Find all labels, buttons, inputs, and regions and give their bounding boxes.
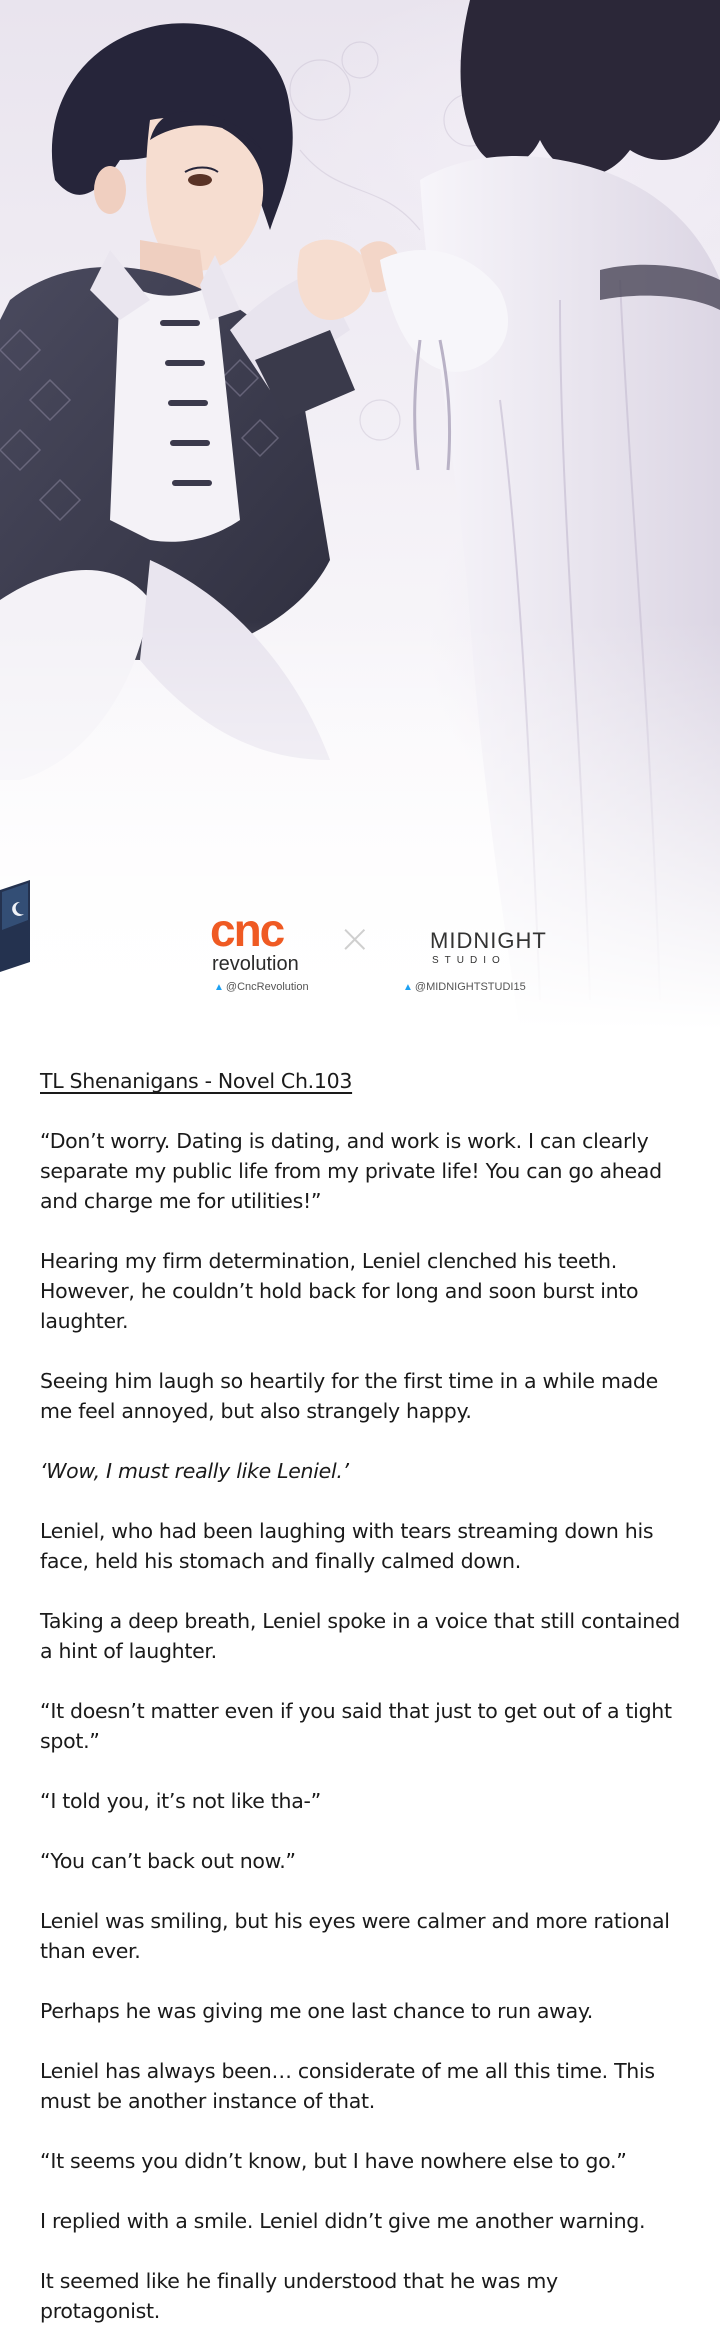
story-paragraph: Hearing my firm determination, Leniel clenched his teeth. However, he couldn’t hold back for long and soon burst into laughter. <box>40 1249 639 1333</box>
midnight-brand-name: MIDNIGHT <box>430 928 547 953</box>
story-paragraph: “Don’t worry. Dating is dating, and work is work. I can clearly separate my public life from my private life! You can go ahead and charge me for utilities!” <box>40 1129 662 1213</box>
story-paragraph: Seeing him laugh so heartily for the first time in a while made me feel annoyed, but also strangely happy. <box>40 1369 658 1423</box>
bird-icon: ▲ <box>214 982 224 993</box>
midnight-brand-subtitle: STUDIO <box>432 955 506 966</box>
cnc-handle-text: @CncRevolution <box>225 981 309 993</box>
chapter-heading: TL Shenanigans - Novel Ch.103 <box>40 1069 353 1093</box>
story-paragraph: “It seems you didn’t know, but I have nowhere else to go.” <box>40 2149 627 2173</box>
story-paragraph: Taking a deep breath, Leniel spoke in a voice that still contained a hint of laughter. <box>40 1609 680 1663</box>
cover-illustration <box>0 0 720 1030</box>
story-paragraph: Perhaps he was giving me one last chance to run away. <box>40 1999 593 2023</box>
story-paragraph: Leniel has always been… considerate of me all this time. This must be another instance of that. <box>40 2059 655 2113</box>
cnc-logo: cnc <box>210 904 284 956</box>
story-paragraph: I replied with a smile. Leniel didn’t give me another warning. <box>40 2209 646 2233</box>
midnight-studio-emblem <box>0 880 42 972</box>
story-paragraph-thought: ‘Wow, I must really like Leniel.’ <box>40 1459 349 1483</box>
logo-separator: × <box>338 916 372 962</box>
cnc-twitter-handle[interactable] <box>214 981 309 993</box>
story-paragraph: It seemed like he finally understood that he was my protagonist. <box>40 2269 558 2323</box>
story-paragraph: “I told you, it’s not like tha-” <box>40 1789 321 1813</box>
publisher-logos <box>0 880 720 1000</box>
story-paragraph: “You can’t back out now.” <box>40 1849 296 1873</box>
illustration-art <box>0 0 720 1030</box>
story-paragraph: “It doesn’t matter even if you said that just to get out of a tight spot.” <box>40 1699 672 1753</box>
bird-icon: ▲ <box>403 982 413 993</box>
midnight-twitter-handle[interactable] <box>403 981 526 993</box>
story-paragraph: Leniel was smiling, but his eyes were calmer and more rational than ever. <box>40 1909 670 1963</box>
midnight-handle-text: @MIDNIGHTSTUDI15 <box>414 981 526 993</box>
cnc-brand-name: revolution <box>212 953 299 975</box>
story-paragraph: Leniel, who had been laughing with tears streaming down his face, held his stomach and finally calmed down. <box>40 1519 654 1573</box>
story-text <box>40 1066 680 2346</box>
